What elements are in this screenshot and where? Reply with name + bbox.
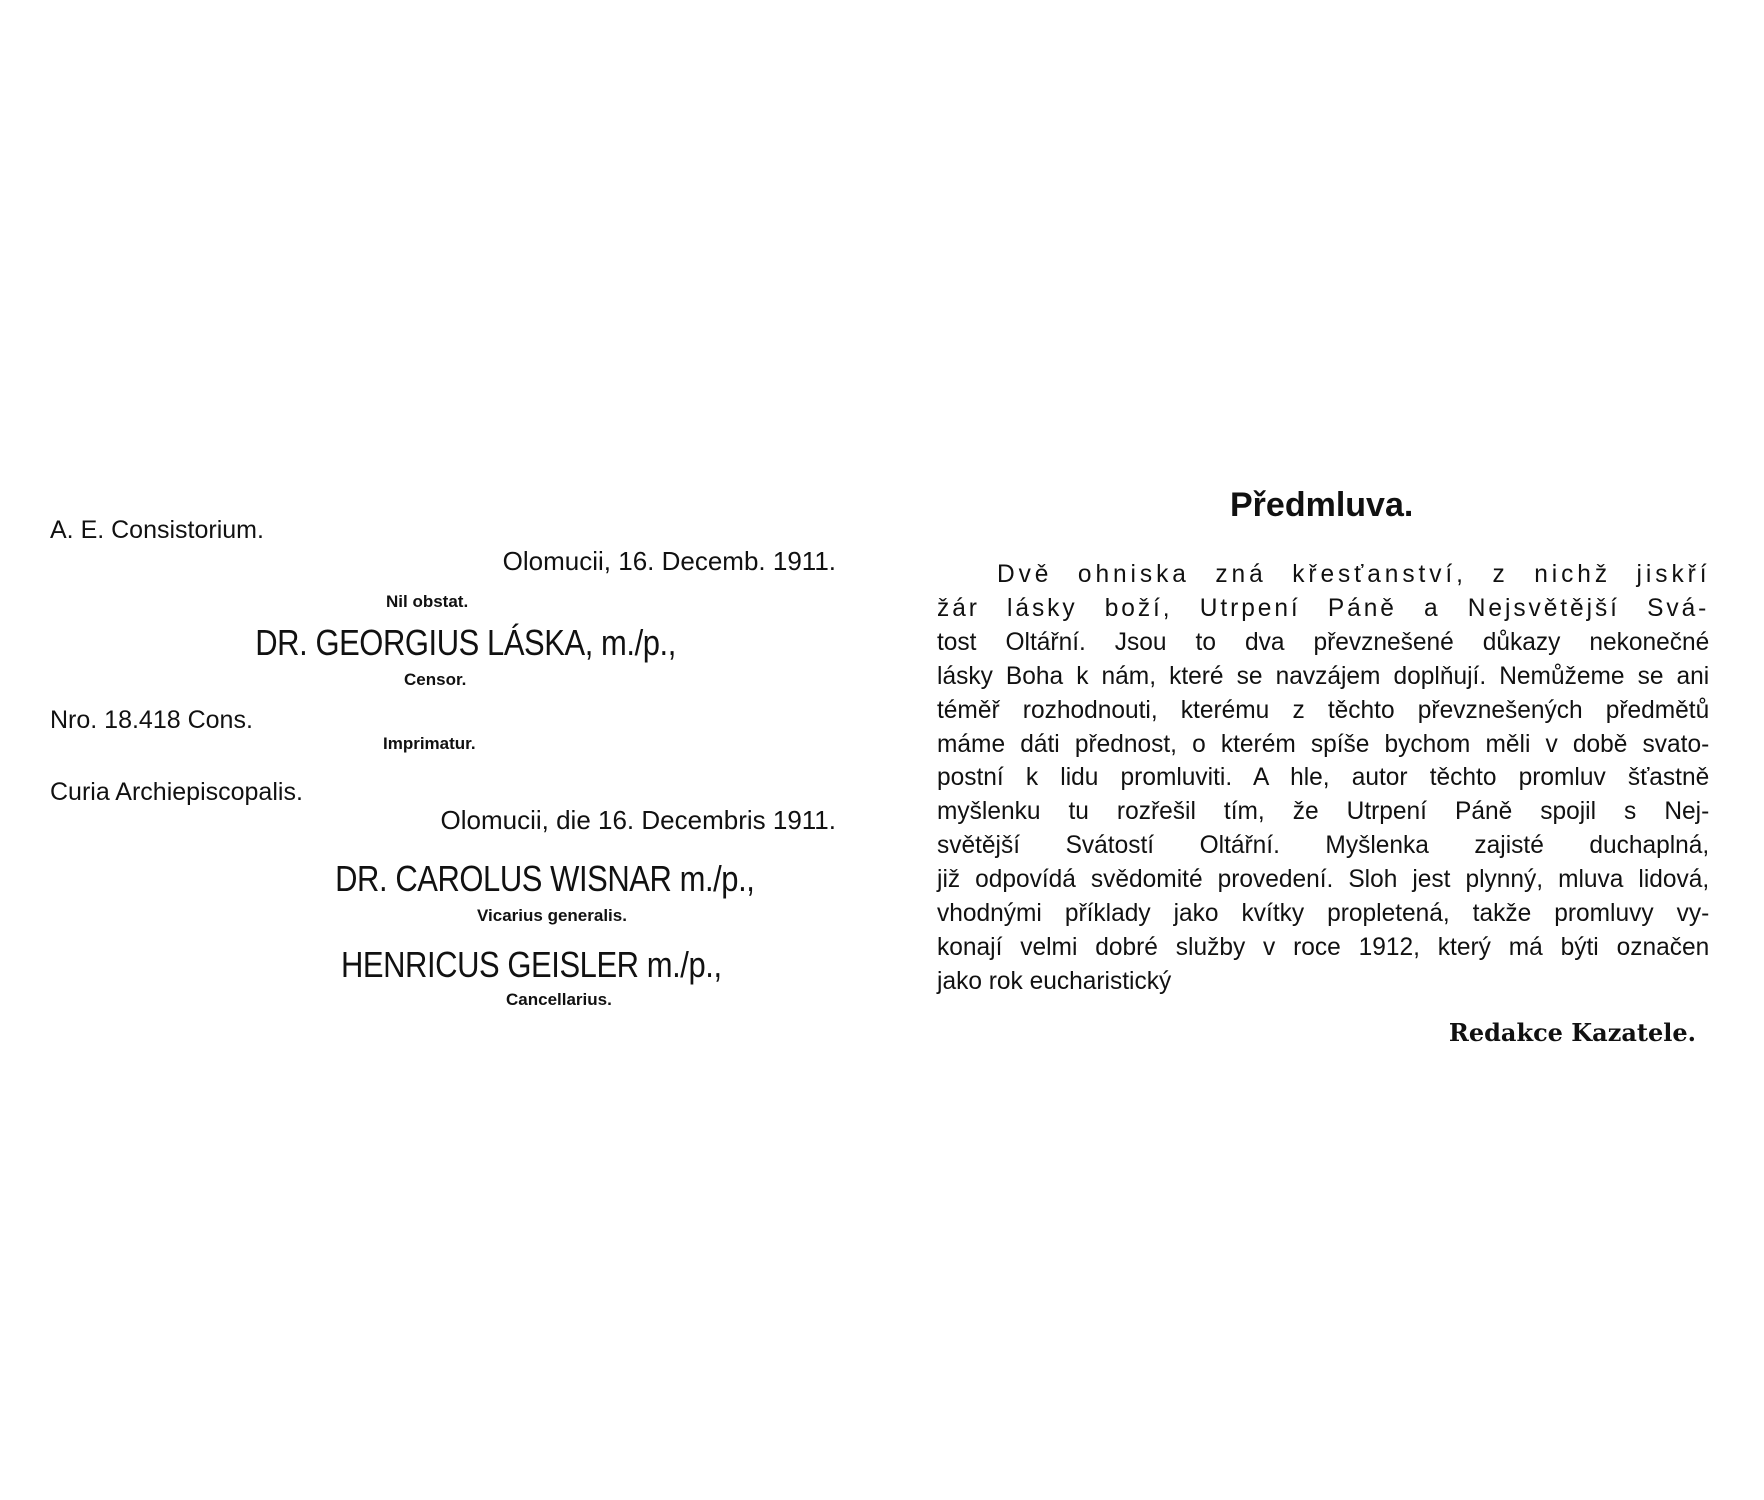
consistorium-label: A. E. Consistorium.	[50, 516, 264, 544]
chancellor-title: Cancellarius.	[506, 990, 612, 1009]
preface-line: konají velmi dobré služby v roce 1912, který má býti označen	[937, 933, 1710, 961]
preface-title: Předmluva.	[1230, 486, 1414, 524]
vicar-name: DR. CAROLUS WISNAR m./p.,	[335, 858, 755, 899]
preface-line: již odpovídá svědomité provedení. Sloh jest plynný, mluva lidová,	[937, 865, 1710, 893]
preface-line: lásky Boha k nám, které se navzájem doplňují. Nemůžeme se ani	[937, 662, 1710, 690]
chancellor-name: HENRICUS GEISLER m./p.,	[340, 944, 722, 985]
preface-line: tost Oltářní. Jsou to dva převznešené důkazy nekonečné	[937, 628, 1710, 656]
curia-label: Curia Archiepiscopalis.	[50, 778, 303, 806]
consistorium-number: Nro. 18.418 Cons.	[50, 706, 253, 734]
preface-line: myšlenku tu rozřešil tím, že Utrpení Páně spojil s Nej-	[937, 797, 1710, 825]
preface-line: téměř rozhodnouti, kterému z těchto převznešených předmětů	[937, 696, 1710, 724]
approbation-date-1: Olomucii, 16. Decemb. 1911.	[502, 546, 836, 576]
preface-signature: Redakce Kazatele.	[1448, 1018, 1696, 1047]
vicar-name-wrap	[0, 858, 1000, 900]
preface-line: Dvě ohniska zná křesťanství, z nichž jiskří	[997, 560, 1711, 588]
preface-line: žár lásky boží, Utrpení Páně a Nejsvětější Svá-	[937, 594, 1710, 622]
censor-name-wrap	[0, 622, 1000, 664]
preface-line: světější Svátostí Oltářní. Myšlenka zajisté duchaplná,	[937, 831, 1710, 859]
approbation-date-2: Olomucii, die 16. Decembris 1911.	[440, 805, 836, 835]
vicar-title: Vicarius generalis.	[477, 906, 627, 925]
imprimatur-label: Imprimatur.	[383, 734, 476, 753]
preface-line: jako rok eucharistický	[937, 967, 1172, 995]
nil-obstat-label: Nil obstat.	[386, 592, 469, 611]
chancellor-name-wrap	[0, 944, 1000, 986]
preface-line: postní k lidu promluviti. A hle, autor těchto promluv šťastně	[937, 763, 1710, 791]
preface-line: vhodnými příklady jako kvítky propletená, takže promluvy vy-	[937, 899, 1710, 927]
preface-line: máme dáti přednost, o kterém spíše bychom měli v době svato-	[937, 730, 1710, 758]
censor-title: Censor.	[404, 670, 467, 689]
censor-name: DR. GEORGIUS LÁSKA, m./p.,	[255, 622, 677, 663]
